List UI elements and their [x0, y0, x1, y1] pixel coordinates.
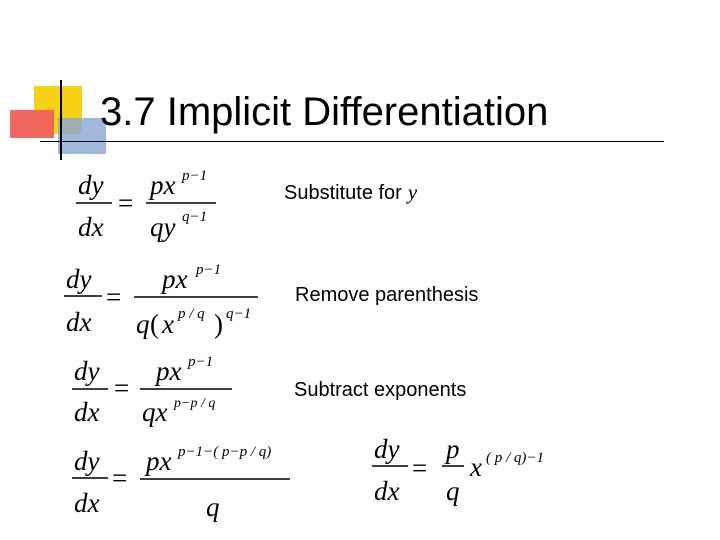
eq2-den-x: x [162, 309, 174, 339]
eq5-dy: dy [374, 434, 400, 464]
eq2-den-exp: q−1 [226, 306, 252, 322]
eq3-equals: = [114, 373, 130, 403]
eq5-num: p [446, 434, 460, 464]
equation-4 [72, 444, 290, 522]
eq5-equals: = [412, 453, 428, 483]
equation-5 [372, 434, 544, 506]
eq5-den: q [446, 476, 460, 506]
eq1-dx: dx [78, 212, 104, 242]
eq4-dx: dx [74, 488, 100, 518]
eq1-den-base: qy [150, 212, 176, 242]
eq2-num-exp: p−1 [196, 262, 222, 278]
eq4-equals: = [112, 463, 128, 493]
eq2-num-base: px [162, 264, 188, 294]
eq4-den-q: q [206, 492, 220, 522]
eq1-equals: = [118, 188, 134, 218]
eq5-exp: ( p / q)−1 [486, 450, 545, 466]
eq1-num-base: px [150, 170, 176, 200]
eq3-dy: dy [74, 356, 100, 386]
note-substitute-label: Substitute for [284, 182, 402, 204]
eq2-dx: dx [66, 307, 92, 337]
eq3-dx: dx [74, 397, 100, 427]
slide-title: 3.7 Implicit Differentiation [100, 90, 549, 134]
eq4-dy: dy [74, 446, 100, 476]
eq1-dy: dy [78, 170, 104, 200]
eq2-den-q: q [136, 309, 150, 339]
eq3-num-exp: p−1 [188, 354, 214, 370]
eq2-den-close-paren: ) [214, 309, 223, 339]
note-remove-parenthesis: Remove parenthesis [295, 284, 479, 306]
eq3-den-exp: p−p / q [174, 396, 216, 411]
eq4-num-base: px [146, 446, 172, 476]
eq2-dy: dy [66, 264, 92, 294]
eq3-den-base: qx [142, 397, 168, 427]
note-subtract-exponents: Subtract exponents [294, 379, 467, 401]
eq5-dx: dx [374, 476, 400, 506]
eq1-num-exp: p−1 [182, 168, 208, 184]
note-substitute-var: y [407, 180, 418, 204]
equation-3 [72, 354, 232, 427]
eq2-den-inner-exp: p / q [178, 306, 205, 322]
eq4-num-exp: p−1−( p−p / q) [178, 444, 272, 460]
equation-1 [76, 168, 216, 242]
equation-2 [64, 262, 258, 339]
eq2-equals: = [106, 282, 122, 312]
eq3-num-base: px [156, 356, 182, 386]
eq5-x: x [470, 452, 482, 482]
eq2-den-open-paren: ( [150, 309, 159, 339]
eq1-den-exp: q−1 [182, 209, 208, 225]
